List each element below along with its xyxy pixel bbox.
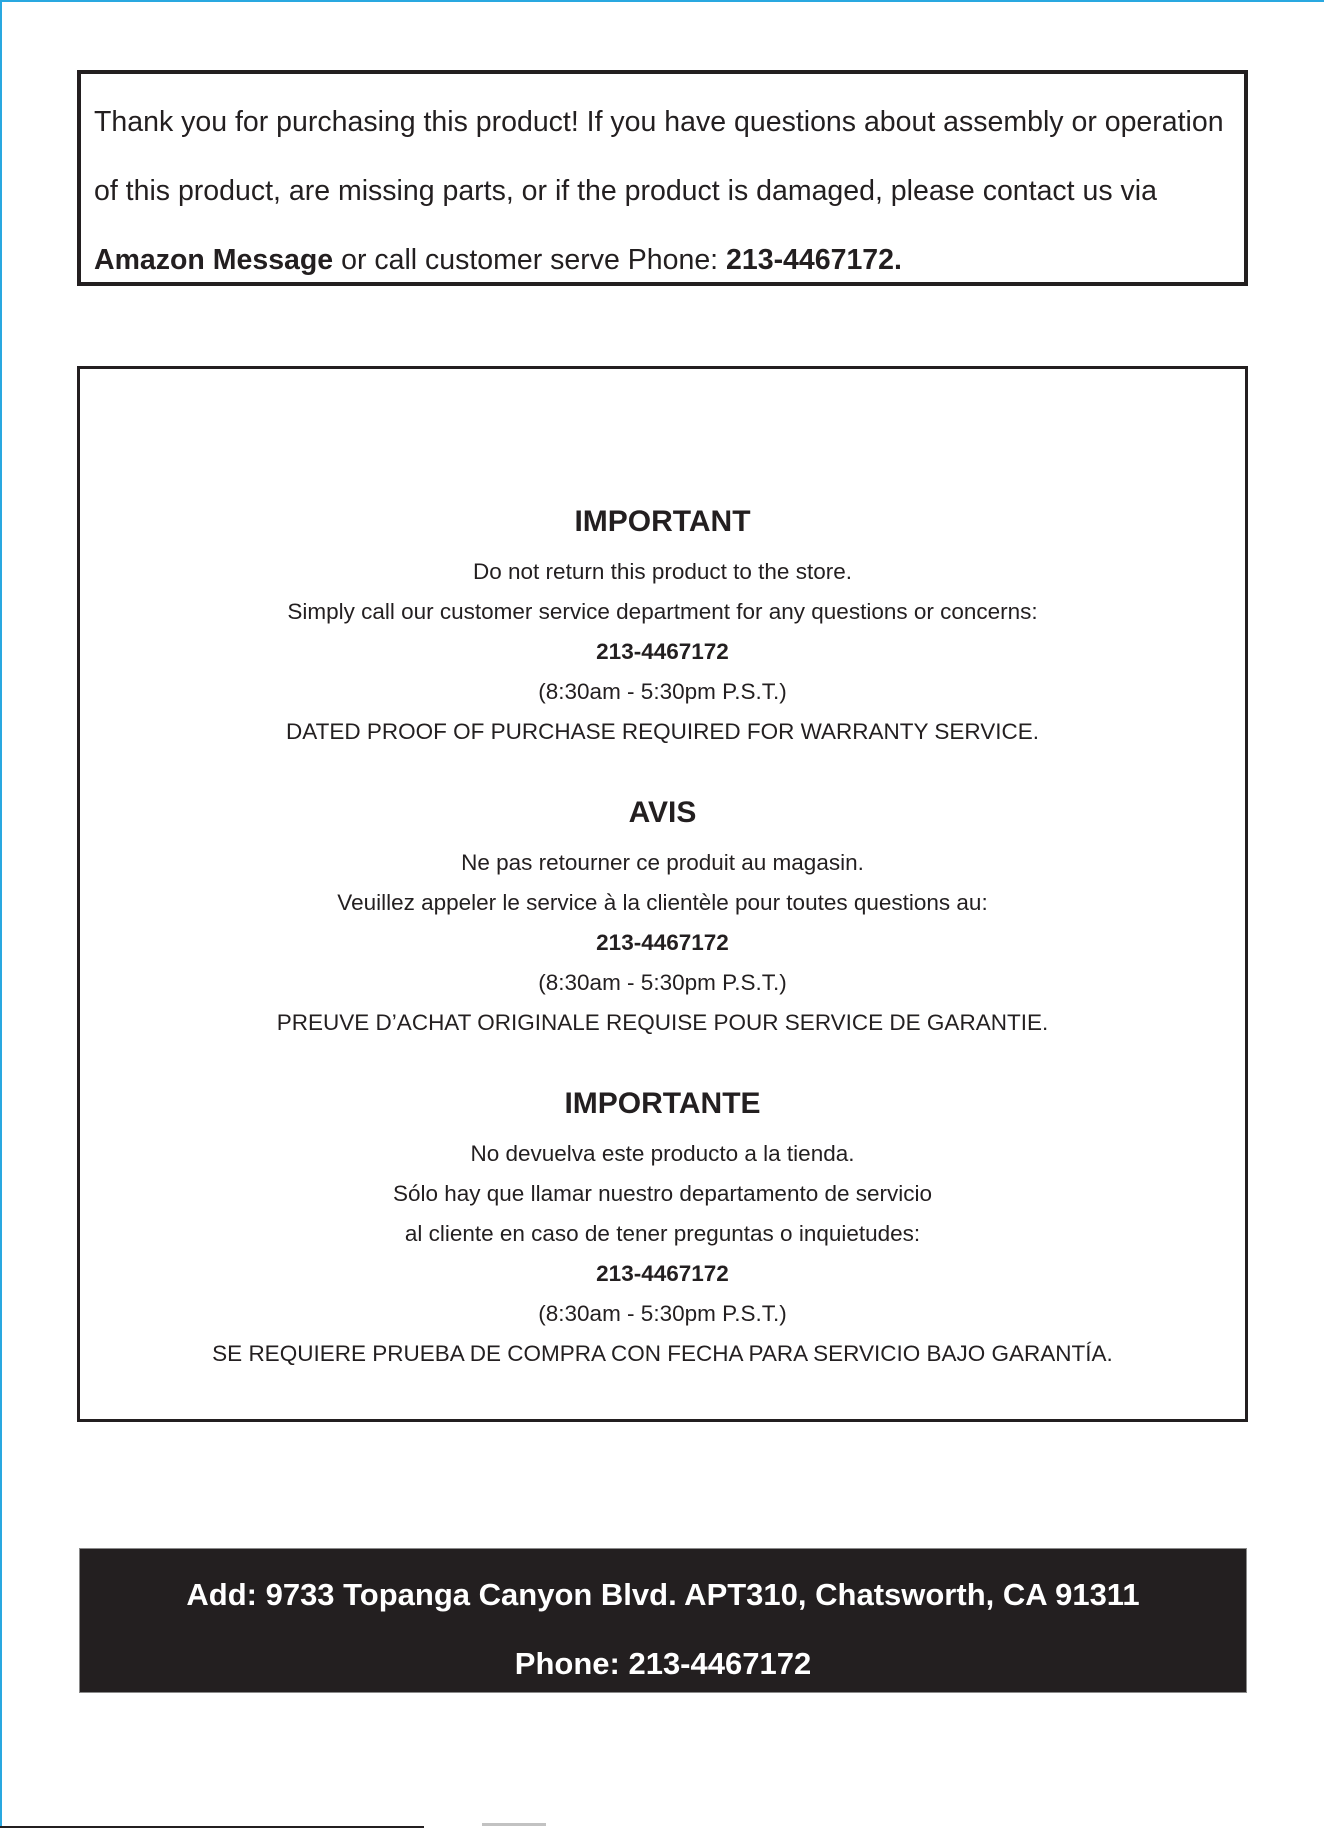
french-phone: 213-4467172 [596,930,729,955]
french-heading: AVIS [628,796,697,829]
english-heading: IMPORTANT [574,505,751,538]
french-line: Ne pas retourner ce produit au magasin. [461,850,864,875]
english-line: Do not return this product to the store. [473,559,852,584]
spanish-section [80,1080,1245,1374]
important-notice-box [77,366,1248,1422]
english-section [80,498,1245,752]
french-section [80,789,1245,1043]
notice-line-2: of this product, are missing parts, or if the product is damaged, please contact us via [94,175,1157,207]
page-edge-left [0,0,2,1828]
french-warranty-line: PREUVE D’ACHAT ORIGINALE REQUISE POUR SERVICE DE GARANTIE. [276,1010,1049,1035]
footer-phone: Phone: 213-4467172 [514,1646,812,1681]
french-hours: (8:30am - 5:30pm P.S.T.) [538,970,787,995]
customer-serve-text: or call customer serve Phone: [333,244,727,276]
spanish-hours: (8:30am - 5:30pm P.S.T.) [538,1301,787,1326]
spanish-line: No devuelva este producto a la tienda. [470,1141,855,1166]
english-line: Simply call our customer service department for any questions or concerns: [287,599,1038,624]
spanish-line: al cliente en caso de tener preguntas o inquietudes: [404,1221,921,1246]
spanish-warranty-line: SE REQUIERE PRUEBA DE COMPRA CON FECHA PARA SERVICIO BAJO GARANTÍA. [212,1341,1113,1366]
notice-line-3 [94,226,1232,295]
bottom-print-mark [482,1823,546,1826]
address-footer [79,1548,1247,1693]
spanish-heading: IMPORTANTE [564,1087,761,1120]
address-line: Add: 9733 Topanga Canyon Blvd. APT310, Chatsworth, CA 91311 [186,1577,1140,1612]
english-warranty-line: DATED PROOF OF PURCHASE REQUIRED FOR WARRANTY SERVICE. [285,719,1039,744]
english-hours: (8:30am - 5:30pm P.S.T.) [538,679,787,704]
spanish-line: Sólo hay que llamar nuestro departamento de servicio [392,1181,933,1206]
english-phone: 213-4467172 [596,639,729,664]
notice-line-1: Thank you for purchasing this product! If you have questions about assembly or operation [94,106,1224,138]
spanish-phone: 213-4467172 [596,1261,729,1286]
french-line: Veuillez appeler le service à la clientèle pour toutes questions au: [337,890,988,915]
notice-phone-number: 213-4467172. [726,244,902,276]
page-edge-top [0,0,1324,2]
thank-you-notice [77,70,1248,286]
amazon-message-label: Amazon Message [94,244,334,276]
